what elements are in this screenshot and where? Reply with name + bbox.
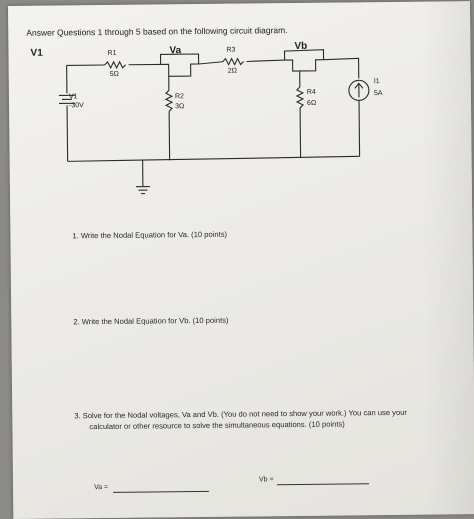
label-i1-value: 5A	[373, 90, 383, 98]
resistor-r4	[297, 87, 303, 108]
label-node-v1: V1	[30, 47, 43, 59]
circuit-diagram	[8, 1, 474, 519]
vb-answer-label: Vb =	[258, 476, 274, 484]
label-i1-name: I1	[373, 78, 380, 86]
resistor-r3	[223, 59, 244, 65]
va-answer-label: Va =	[94, 483, 109, 492]
resistor-r1	[105, 62, 126, 68]
label-v1-source-name: V1	[68, 93, 78, 101]
label-r2-name: R2	[174, 93, 184, 101]
va-node-inner	[161, 64, 199, 76]
label-v1-source-value: -30V	[69, 102, 84, 110]
wire-left-bottom	[67, 105, 68, 161]
question-2: 2. Write the Nodal Equation for Vb. (10 points)	[73, 315, 229, 327]
wire-i1-bottom	[359, 100, 360, 156]
resistor-r2	[166, 90, 172, 111]
ground-symbol	[136, 187, 150, 194]
label-node-vb: Vb	[294, 40, 308, 53]
wire-vb-i1	[324, 58, 359, 78]
label-r3-value: 2Ω	[227, 67, 237, 75]
label-r2-value: 3Ω	[175, 103, 185, 111]
label-r1-name: R1	[107, 49, 117, 57]
wire-r3-vb	[247, 60, 285, 61]
wire-bottom	[68, 156, 360, 161]
wire-r2-bottom	[169, 111, 170, 160]
label-r3-name: R3	[226, 46, 236, 54]
wire-va-r3	[199, 62, 223, 64]
instructions-header: Answer Questions 1 through 5 based on the following circuit diagram.	[26, 25, 288, 38]
label-node-va: Va	[169, 45, 182, 57]
question-1: 1. Write the Nodal Equation for Va. (10 points)	[72, 229, 228, 241]
worksheet-page	[8, 1, 474, 519]
label-r4-name: R4	[306, 88, 316, 96]
label-r4-value: 6Ω	[306, 99, 317, 107]
label-r1-value: 5Ω	[109, 70, 119, 78]
question-3-line-2: calculator or other resource to solve the simultaneous equations. (10 points)	[89, 419, 345, 432]
wire-r4-bottom	[300, 108, 301, 158]
current-arrow	[355, 83, 363, 97]
question-3-line-1: 3. Solve for the Nodal voltages, Va and Vb. (You do not need to show your work.) You can use your	[74, 407, 407, 421]
vb-node-inner	[285, 60, 324, 71]
